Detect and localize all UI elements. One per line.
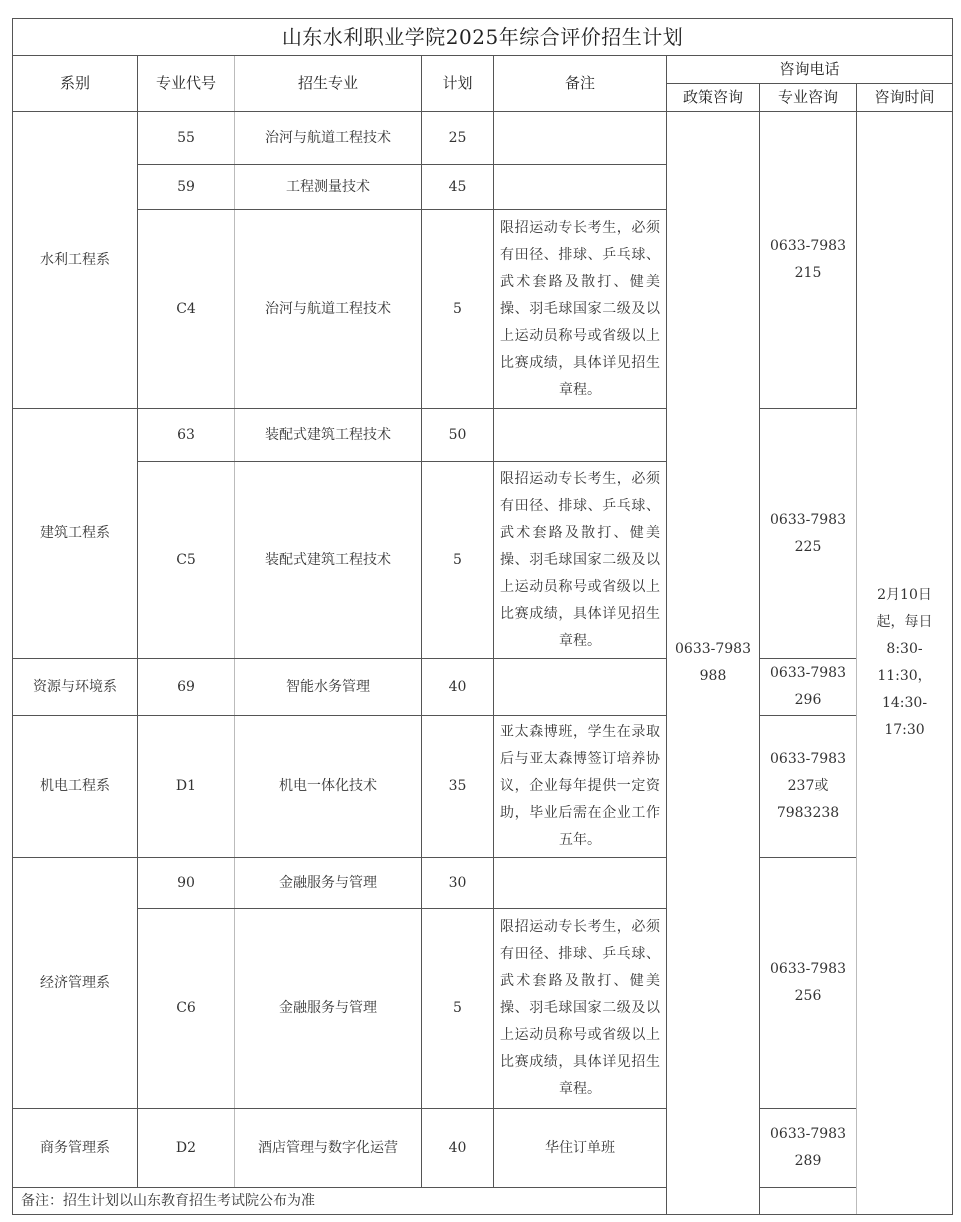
- page-title: 山东水利职业学院2025年综合评价招生计划: [13, 19, 953, 56]
- major-code: 90: [138, 858, 235, 909]
- policy-consult-phone: 0633-7983 988: [667, 112, 760, 1215]
- major-name: 装配式建筑工程技术: [235, 462, 422, 659]
- plan-count: 25: [422, 112, 494, 165]
- header-consult-time: 咨询时间: [857, 84, 953, 112]
- remark: [494, 112, 667, 165]
- table-row: [13, 1109, 953, 1188]
- table-row: [13, 716, 953, 858]
- major-consult-phone: 0633-7983 237或7983238: [760, 716, 857, 858]
- major-code: C6: [138, 909, 235, 1109]
- major-consult-phone: 0633-7983 289: [760, 1109, 857, 1188]
- major-code: 63: [138, 409, 235, 462]
- plan-count: 45: [422, 165, 494, 210]
- plan-count: 50: [422, 409, 494, 462]
- footer-note: 备注：招生计划以山东教育招生考试院公布为准: [13, 1188, 953, 1215]
- plan-count: 5: [422, 210, 494, 409]
- enrollment-plan-table: [12, 18, 953, 1215]
- department-name: 商务管理系: [13, 1109, 138, 1188]
- major-code: 69: [138, 659, 235, 716]
- major-consult-phone: 0633-7983 225: [760, 409, 857, 659]
- plan-count: 5: [422, 462, 494, 659]
- consult-time: 2月10日起，每日8:30-11:30，14:30-17:30: [857, 112, 953, 1215]
- remark: [494, 659, 667, 716]
- header-major: 招生专业: [235, 56, 422, 112]
- major-code: D1: [138, 716, 235, 858]
- major-code: C4: [138, 210, 235, 409]
- header-policy-consult: 政策咨询: [667, 84, 760, 112]
- remark: [494, 409, 667, 462]
- major-name: 治河与航道工程技术: [235, 112, 422, 165]
- department-name: 经济管理系: [13, 858, 138, 1109]
- table-row: [13, 858, 953, 909]
- remark: 限招运动专长考生，必须有田径、排球、乒乓球、武术套路及散打、健美操、羽毛球国家二级及以上运动员称号或省级以上比赛成绩，具体详见招生章程。: [494, 462, 667, 659]
- header-major-consult: 专业咨询: [760, 84, 857, 112]
- header-remarks: 备注: [494, 56, 667, 112]
- header-department: 系别: [13, 56, 138, 112]
- major-consult-phone: 0633-7983 256: [760, 858, 857, 1109]
- plan-count: 30: [422, 858, 494, 909]
- major-consult-phone: 0633-7983 215: [760, 112, 857, 409]
- major-name: 装配式建筑工程技术: [235, 409, 422, 462]
- major-name: 工程测量技术: [235, 165, 422, 210]
- major-name: 金融服务与管理: [235, 909, 422, 1109]
- table-row: [13, 659, 953, 716]
- remark: 限招运动专长考生，必须有田径、排球、乒乓球、武术套路及散打、健美操、羽毛球国家二级及以上运动员称号或省级以上比赛成绩，具体详见招生章程。: [494, 909, 667, 1109]
- remark: [494, 165, 667, 210]
- department-name: 机电工程系: [13, 716, 138, 858]
- table-row: [13, 409, 953, 462]
- major-code: 59: [138, 165, 235, 210]
- major-code: 55: [138, 112, 235, 165]
- header-consult-phone: 咨询电话: [667, 56, 953, 84]
- table-row: [13, 112, 953, 165]
- plan-count: 40: [422, 659, 494, 716]
- major-consult-phone: 0633-7983 296: [760, 659, 857, 716]
- remark: 限招运动专长考生，必须有田径、排球、乒乓球、武术套路及散打、健美操、羽毛球国家二级及以上运动员称号或省级以上比赛成绩，具体详见招生章程。: [494, 210, 667, 409]
- major-name: 酒店管理与数字化运营: [235, 1109, 422, 1188]
- department-name: 建筑工程系: [13, 409, 138, 659]
- plan-count: 35: [422, 716, 494, 858]
- plan-count: 40: [422, 1109, 494, 1188]
- department-name: 水利工程系: [13, 112, 138, 409]
- header-major-code: 专业代号: [138, 56, 235, 112]
- plan-count: 5: [422, 909, 494, 1109]
- major-name: 治河与航道工程技术: [235, 210, 422, 409]
- major-code: D2: [138, 1109, 235, 1188]
- major-name: 金融服务与管理: [235, 858, 422, 909]
- enrollment-plan-document: [12, 18, 952, 1215]
- major-name: 机电一体化技术: [235, 716, 422, 858]
- remark: 华住订单班: [494, 1109, 667, 1188]
- department-name: 资源与环境系: [13, 659, 138, 716]
- remark: [494, 858, 667, 909]
- header-plan: 计划: [422, 56, 494, 112]
- major-name: 智能水务管理: [235, 659, 422, 716]
- major-code: C5: [138, 462, 235, 659]
- remark: 亚太森博班，学生在录取后与亚太森博签订培养协议，企业每年提供一定资助，毕业后需在企业工作五年。: [494, 716, 667, 858]
